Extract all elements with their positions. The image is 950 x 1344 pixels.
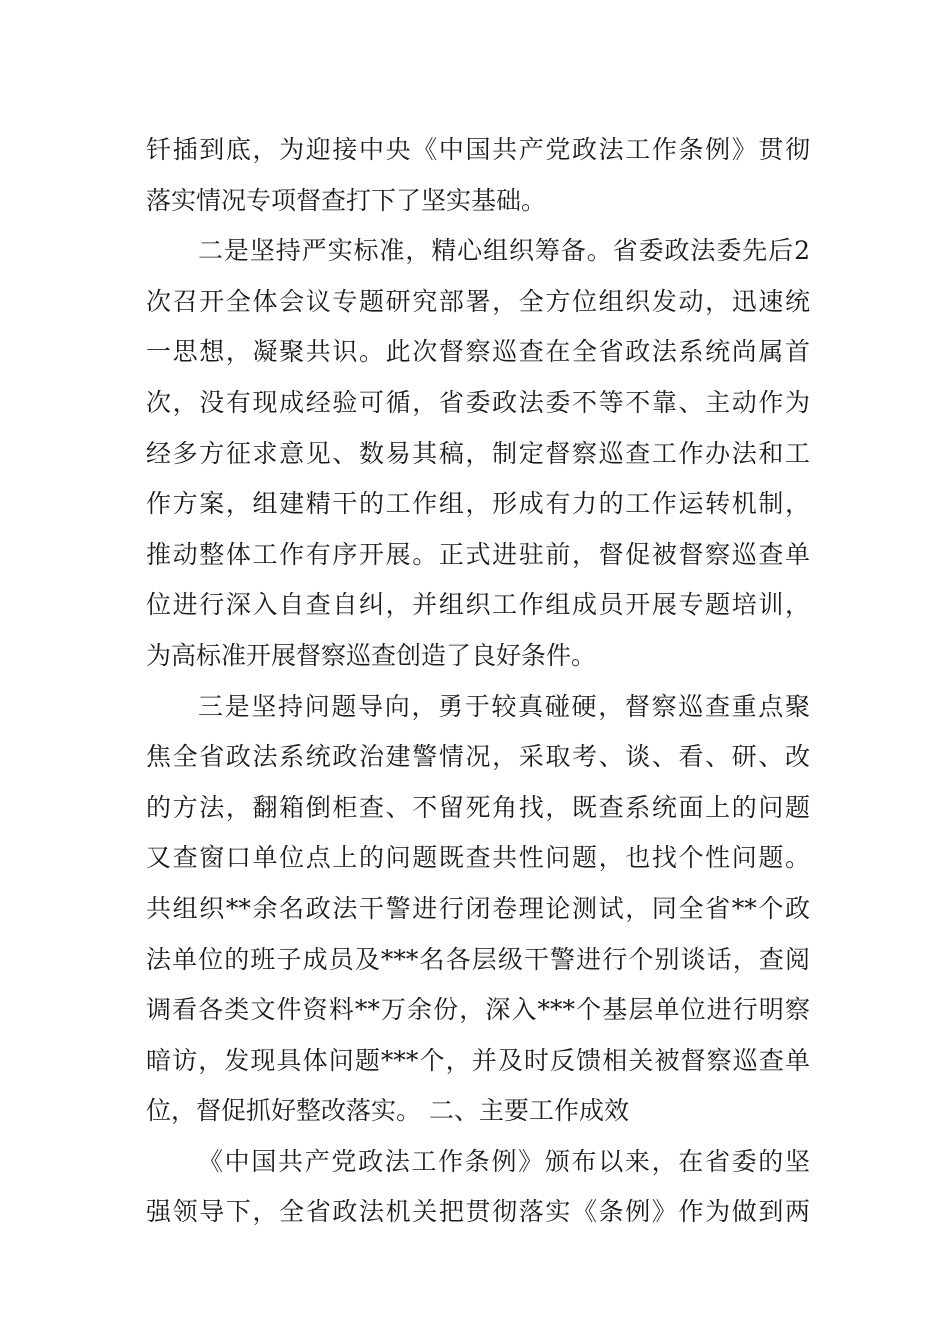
text-line: 调看各类文件资料**万余份，深入***个基层单位进行明察 <box>146 995 810 1025</box>
text-line: 又查窗口单位点上的问题既查共性问题，也找个性问题。 <box>146 843 810 873</box>
text-line: 强领导下，全省政法机关把贯彻落实《条例》作为做到两 <box>146 1197 810 1227</box>
paragraph-start-line: 二是坚持严实标准，精心组织筹备。省委政法委先后2 <box>198 236 810 266</box>
text-line: 共组织**余名政法干警进行闭卷理论测试，同全省**个政 <box>146 893 810 923</box>
text-line: 为高标准开展督察巡查创造了良好条件。 <box>146 640 597 670</box>
text-line: 落实情况专项督查打下了坚实基础。 <box>146 185 547 215</box>
text-line: 经多方征求意见、数易其稿，制定督察巡查工作办法和工 <box>146 438 810 468</box>
text-line: 的方法，翻箱倒柜查、不留死角找，既查系统面上的问题 <box>146 792 810 822</box>
text-line: 次召开全体会议专题研究部署，全方位组织发动，迅速统 <box>146 286 810 316</box>
paragraph-start-line: 三是坚持问题导向，勇于较真碰硬，督察巡查重点聚 <box>198 691 810 721</box>
text-line: 作方案，组建精干的工作组，形成有力的工作运转机制， <box>146 489 810 519</box>
text-line: 位，督促抓好整改落实。 二、主要工作成效 <box>146 1096 629 1126</box>
text-line: 推动整体工作有序开展。正式进驻前，督促被督察巡查单 <box>146 539 810 569</box>
document-body <box>146 125 810 1238</box>
text-line: 焦全省政法系统政治建警情况，采取考、谈、看、研、改 <box>146 742 810 772</box>
text-line: 次，没有现成经验可循，省委政法委不等不靠、主动作为 <box>146 387 810 417</box>
text-line: 一思想，凝聚共识。此次督察巡查在全省政法系统尚属首 <box>146 337 810 367</box>
text-line: 钎插到底，为迎接中央《中国共产党政法工作条例》贯彻 <box>146 135 810 164</box>
text-line: 法单位的班子成员及***名各层级干警进行个别谈话，查阅 <box>146 944 810 974</box>
paragraph-start-line: 《中国共产党政法工作条例》颁布以来，在省委的坚 <box>198 1146 810 1176</box>
text-line: 位进行深入自查自纠，并组织工作组成员开展专题培训， <box>146 590 810 620</box>
text-line: 暗访，发现具体问题***个，并及时反馈相关被督察巡查单 <box>146 1045 810 1075</box>
